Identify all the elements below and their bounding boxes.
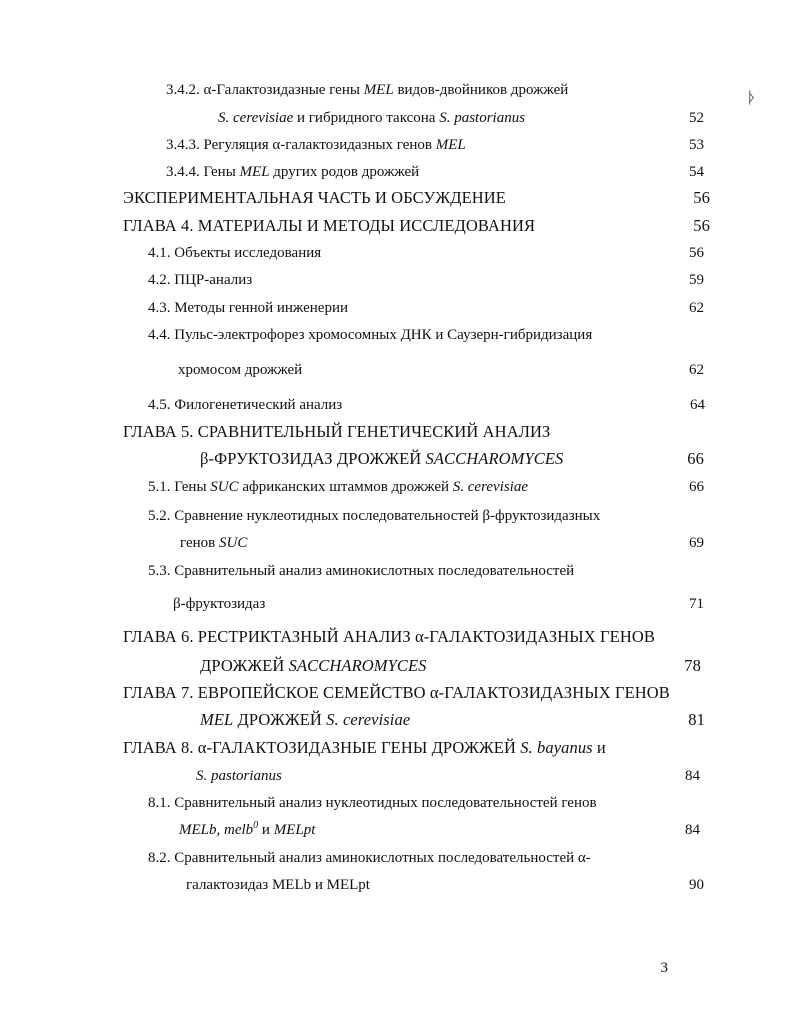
toc-entry bbox=[0, 736, 794, 760]
toc-text-part: SUC bbox=[210, 479, 239, 495]
toc-page-number: 54 bbox=[689, 164, 704, 180]
toc-entry-title bbox=[218, 106, 525, 130]
toc-entry-title bbox=[186, 873, 370, 897]
toc-text-part: африканских штаммов дрожжей bbox=[238, 479, 453, 495]
toc-entry-title bbox=[148, 268, 252, 292]
toc-text-part: 5.3. Сравнительный анализ аминокислотных последовательностей bbox=[148, 563, 575, 579]
toc-entry-title bbox=[123, 625, 655, 649]
toc-text-part: и bbox=[258, 822, 274, 838]
toc-text-part: MEL bbox=[239, 164, 270, 180]
toc-entry-title bbox=[180, 531, 247, 555]
toc-text-part: галактозидаз MELb и MELpt bbox=[186, 877, 370, 893]
toc-page-number: 59 bbox=[689, 272, 704, 288]
toc-page-number: 62 bbox=[689, 362, 704, 378]
toc-entry bbox=[0, 323, 794, 347]
toc-text-part: 3.4.3. Регуляция α-галактозидазных генов bbox=[166, 137, 436, 153]
toc-entry bbox=[0, 268, 794, 292]
toc-entry-title bbox=[173, 592, 265, 616]
toc-entry-title bbox=[166, 78, 568, 102]
toc-page-number: 53 bbox=[689, 137, 704, 153]
toc-entry bbox=[0, 592, 794, 616]
toc-entry-title bbox=[148, 475, 528, 499]
toc-page-number: 56 bbox=[693, 216, 710, 235]
toc-entry-title bbox=[123, 420, 550, 444]
toc-entry-title bbox=[123, 214, 535, 238]
page-number: 3 bbox=[660, 960, 668, 976]
toc-text-part: генов bbox=[180, 535, 219, 551]
toc-text-part: S. cerevisiae bbox=[452, 479, 528, 495]
toc-text-part: β-ФРУКТОЗИДАЗ ДРОЖЖЕЙ bbox=[200, 449, 426, 468]
toc-entry-title bbox=[166, 160, 419, 184]
toc-page-number: 66 bbox=[687, 449, 704, 468]
toc-entry-title bbox=[148, 504, 600, 528]
toc-text-part: 5.2. Сравнение нуклеотидных последовательностей β-фруктозидазных bbox=[148, 508, 601, 524]
toc-entry bbox=[0, 106, 794, 130]
toc-entry-title bbox=[200, 654, 427, 678]
toc-entry bbox=[0, 654, 794, 678]
toc-entry-title bbox=[148, 559, 574, 583]
toc-text-part: 4.4. Пульс-электрофорез хромосомных ДНК и Саузерн-гибридизация bbox=[148, 327, 593, 343]
toc-text-part: 5.1. Гены bbox=[148, 479, 211, 495]
toc-text-part: 4.1. Объекты исследования bbox=[148, 245, 322, 261]
toc-text-part: 4.5. Филогенетический анализ bbox=[148, 397, 343, 413]
toc-text-part: MEL bbox=[363, 82, 394, 98]
toc-text-part: SACCHAROMYCES bbox=[288, 656, 427, 675]
toc-page-number: 84 bbox=[685, 768, 700, 784]
toc-entry bbox=[0, 133, 794, 157]
toc-text-part: ГЛАВА 8. α-ГАЛАКТОЗИДАЗНЫЕ ГЕНЫ ДРОЖЖЕЙ bbox=[123, 738, 521, 757]
toc-text-part: S. cerevisiae bbox=[326, 710, 411, 729]
toc-entry bbox=[0, 504, 794, 528]
toc-page-number: 84 bbox=[685, 822, 700, 838]
toc-page-number: 66 bbox=[689, 479, 704, 495]
toc-entry bbox=[0, 447, 794, 471]
toc-entry bbox=[0, 559, 794, 583]
toc-page-number: 56 bbox=[693, 188, 710, 207]
toc-text-part: SACCHAROMYCES bbox=[425, 449, 564, 468]
toc-text-part: S. cerevisiae bbox=[218, 110, 294, 126]
toc-page-number: 78 bbox=[684, 656, 701, 675]
toc-entry bbox=[0, 296, 794, 320]
toc-text-part: 4.2. ПЦР-анализ bbox=[148, 272, 253, 288]
toc-page-number: 71 bbox=[689, 596, 704, 612]
toc-text-part: MEL bbox=[435, 137, 466, 153]
toc-text-part: MELb, melb bbox=[179, 822, 254, 838]
toc-entry-title bbox=[200, 708, 410, 732]
toc-entry bbox=[0, 846, 794, 870]
toc-entry-title bbox=[148, 323, 592, 347]
toc-page-number: 69 bbox=[689, 535, 704, 551]
toc-entry-title bbox=[179, 818, 315, 842]
toc-text-part: S. pastorianus bbox=[439, 110, 526, 126]
toc-text-part: 3.4.4. Гены bbox=[166, 164, 240, 180]
toc-text-part: β-фруктозидаз bbox=[173, 596, 266, 612]
toc-text-part: ДРОЖЖЕЙ bbox=[233, 710, 327, 729]
toc-text-part: S. pastorianus bbox=[196, 768, 282, 784]
toc-entry bbox=[0, 708, 794, 732]
toc-page-number: 90 bbox=[689, 877, 704, 893]
toc-entry-title bbox=[166, 133, 466, 157]
toc-text-part: S. bayanus bbox=[520, 738, 593, 757]
toc-page-number: 81 bbox=[688, 710, 705, 729]
toc-page-number: 52 bbox=[689, 110, 704, 126]
toc-text-part: ГЛАВА 7. ЕВРОПЕЙСКОЕ СЕМЕЙСТВО α-ГАЛАКТОЗИДАЗНЫХ ГЕНОВ bbox=[123, 683, 670, 702]
toc-page-number: 62 bbox=[689, 300, 704, 316]
toc-entry bbox=[0, 214, 794, 238]
toc-page-number: 56 bbox=[689, 245, 704, 261]
toc-entry bbox=[0, 160, 794, 184]
toc-text-part: SUC bbox=[218, 535, 248, 551]
toc-text-part: 8.1. Сравнительный анализ нуклеотидных последовательностей генов bbox=[148, 795, 597, 811]
toc-entry bbox=[0, 393, 794, 417]
toc-page-number: 64 bbox=[690, 397, 705, 413]
toc-entry-title bbox=[196, 764, 282, 788]
toc-text-part: ГЛАВА 6. РЕСТРИКТАЗНЫЙ АНАЛИЗ α-ГАЛАКТОЗИДАЗНЫХ ГЕНОВ bbox=[123, 627, 655, 646]
toc-text-part: 8.2. Сравнительный анализ аминокислотных последовательностей α- bbox=[148, 850, 591, 866]
toc-text-part: ГЛАВА 5. СРАВНИТЕЛЬНЫЙ ГЕНЕТИЧЕСКИЙ АНАЛИЗ bbox=[123, 422, 551, 441]
toc-text-part: ГЛАВА 4. МАТЕРИАЛЫ И МЕТОДЫ ИССЛЕДОВАНИЯ bbox=[123, 216, 536, 235]
toc-entry-title bbox=[148, 241, 321, 265]
toc-entry bbox=[0, 873, 794, 897]
toc-entry bbox=[0, 531, 794, 555]
toc-entry-title bbox=[123, 736, 606, 760]
toc-text-part: 3.4.2. α-Галактозидазные гены bbox=[166, 82, 364, 98]
toc-entry-title bbox=[178, 358, 302, 382]
toc-text-part: MEL bbox=[200, 710, 234, 729]
toc-text-part: видов-двойников дрожжей bbox=[393, 82, 569, 98]
toc-text-part: 4.3. Методы генной инженерии bbox=[148, 300, 348, 316]
toc-entry bbox=[0, 681, 794, 705]
toc-entry-title bbox=[123, 681, 670, 705]
toc-entry bbox=[0, 818, 794, 842]
toc-text-part: 0 bbox=[253, 820, 259, 831]
toc-entry bbox=[0, 791, 794, 815]
toc-entry-title bbox=[148, 791, 597, 815]
toc-entry-title bbox=[200, 447, 563, 471]
toc-entry bbox=[0, 358, 794, 382]
toc-entry bbox=[0, 764, 794, 788]
toc-entry-title bbox=[123, 186, 506, 210]
toc-entry-title bbox=[148, 296, 348, 320]
toc-text-part: и bbox=[592, 738, 606, 757]
toc-text-part: других родов дрожжей bbox=[269, 164, 420, 180]
toc-text-part: ДРОЖЖЕЙ bbox=[200, 656, 289, 675]
margin-mark: ᚦ bbox=[747, 90, 757, 107]
toc-entry bbox=[0, 241, 794, 265]
toc-entry bbox=[0, 186, 794, 210]
toc-entry-title bbox=[148, 846, 591, 870]
toc-text-part: MELpt bbox=[273, 822, 316, 838]
toc-text-part: хромосом дрожжей bbox=[178, 362, 303, 378]
toc-entry bbox=[0, 420, 794, 444]
toc-text-part: и гибридного таксона bbox=[293, 110, 440, 126]
toc-entry-title bbox=[148, 393, 342, 417]
toc-entry bbox=[0, 475, 794, 499]
toc-text-part: ЭКСПЕРИМЕНТАЛЬНАЯ ЧАСТЬ И ОБСУЖДЕНИЕ bbox=[123, 188, 506, 207]
toc-entry bbox=[0, 625, 794, 649]
toc-entry bbox=[0, 78, 794, 102]
